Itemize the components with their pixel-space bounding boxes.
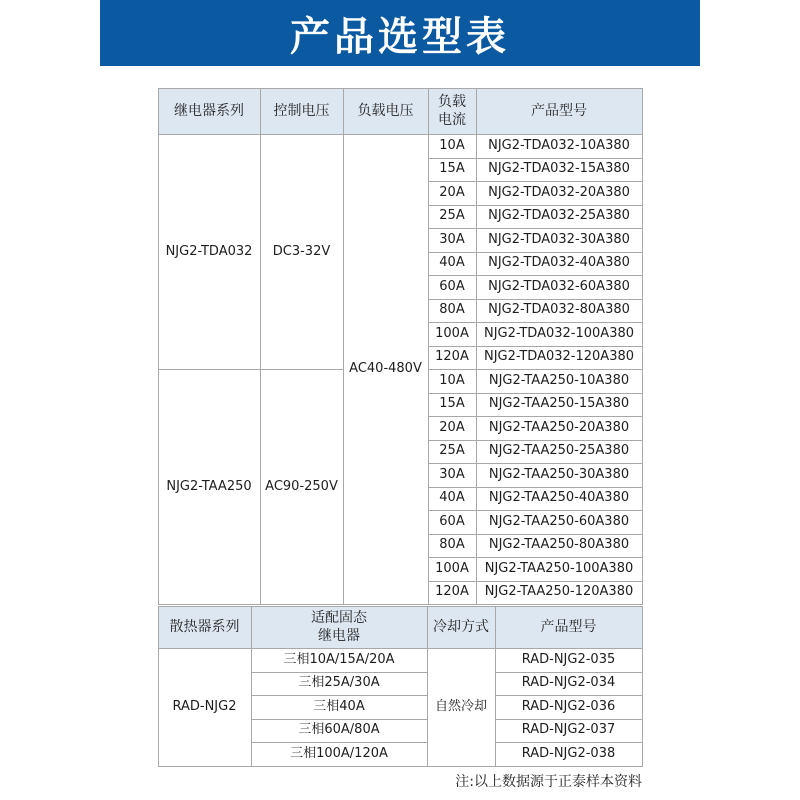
table-grid-line xyxy=(428,440,642,441)
header-heatsink-series: 散热器系列 xyxy=(158,606,251,648)
relay-model-cell: NJG2-TAA250-80A380 xyxy=(476,534,642,558)
table-grid-line xyxy=(158,88,159,604)
table-grid-line xyxy=(495,719,642,720)
table-grid-line xyxy=(428,158,642,159)
table-grid-line xyxy=(428,510,642,511)
table-grid-line xyxy=(158,604,643,605)
table-grid-line xyxy=(428,463,642,464)
table-grid-line xyxy=(495,672,642,673)
header-compatible-relay: 适配固态 继电器 xyxy=(251,606,427,648)
table-grid-line xyxy=(428,205,642,206)
table-grid-line xyxy=(158,88,642,89)
table-grid-line xyxy=(428,275,642,276)
table-grid-line xyxy=(428,557,642,558)
heatsink-model-cell: RAD-NJG2-037 xyxy=(495,719,642,743)
header-cooling-method: 冷却方式 xyxy=(427,606,495,648)
table-grid-line xyxy=(495,695,642,696)
table-grid-line xyxy=(428,322,642,323)
load-current-cell: 15A xyxy=(428,393,476,417)
table-grid-line xyxy=(495,742,642,743)
header-heatsink-model: 产品型号 xyxy=(495,606,642,648)
relay-model-cell: NJG2-TDA032-20A380 xyxy=(476,181,642,205)
load-current-cell: 20A xyxy=(428,181,476,205)
table-grid-line xyxy=(158,766,643,767)
relay-model-cell: NJG2-TDA032-80A380 xyxy=(476,299,642,323)
relay-model-cell: NJG2-TDA032-100A380 xyxy=(476,322,642,346)
title-banner xyxy=(100,0,700,66)
table-grid-line xyxy=(642,88,643,604)
relay-model-cell: NJG2-TAA250-25A380 xyxy=(476,440,642,464)
load-current-cell: 40A xyxy=(428,487,476,511)
relay-model-cell: NJG2-TAA250-60A380 xyxy=(476,510,642,534)
load-current-cell: 100A xyxy=(428,557,476,581)
relay-model-cell: NJG2-TAA250-120A380 xyxy=(476,581,642,605)
load-current-cell: 100A xyxy=(428,322,476,346)
load-current-cell: 40A xyxy=(428,252,476,276)
heatsink-series-cell: RAD-NJG2 xyxy=(158,648,251,766)
control-voltage-cell: DC3-32V xyxy=(260,134,343,369)
relay-model-cell: NJG2-TAA250-40A380 xyxy=(476,487,642,511)
load-current-cell: 80A xyxy=(428,299,476,323)
heatsink-model-cell: RAD-NJG2-035 xyxy=(495,648,642,672)
relay-model-cell: NJG2-TAA250-20A380 xyxy=(476,416,642,440)
relay-model-cell: NJG2-TDA032-60A380 xyxy=(476,275,642,299)
relay-series-cell: NJG2-TDA032 xyxy=(158,134,260,369)
table-grid-line xyxy=(428,252,642,253)
load-voltage-cell: AC40-480V xyxy=(343,134,428,604)
relay-model-cell: NJG2-TAA250-15A380 xyxy=(476,393,642,417)
table-grid-line xyxy=(427,606,428,766)
load-current-cell: 10A xyxy=(428,134,476,158)
table-grid-line xyxy=(428,416,642,417)
header-model: 产品型号 xyxy=(476,88,642,134)
table-grid-line xyxy=(251,719,427,720)
table-grid-line xyxy=(251,742,427,743)
heatsink-model-cell: RAD-NJG2-038 xyxy=(495,742,642,766)
table-grid-line xyxy=(158,369,343,370)
control-voltage-cell: AC90-250V xyxy=(260,369,343,604)
heatsink-model-cell: RAD-NJG2-036 xyxy=(495,695,642,719)
table-grid-line xyxy=(428,369,642,370)
table-grid-line xyxy=(428,393,642,394)
load-current-cell: 120A xyxy=(428,346,476,370)
relay-model-cell: NJG2-TDA032-10A380 xyxy=(476,134,642,158)
load-current-cell: 30A xyxy=(428,228,476,252)
table-grid-line xyxy=(158,606,642,607)
source-footnote: 注:以上数据源于正泰样本资料 xyxy=(455,774,642,790)
relay-model-cell: NJG2-TAA250-30A380 xyxy=(476,463,642,487)
relay-model-cell: NJG2-TAA250-10A380 xyxy=(476,369,642,393)
table-grid-line xyxy=(642,606,643,766)
compatible-relay-cell: 三相60A/80A xyxy=(251,719,427,743)
relay-model-cell: NJG2-TDA032-30A380 xyxy=(476,228,642,252)
table-grid-line xyxy=(428,346,642,347)
table-grid-line xyxy=(260,88,261,604)
table-grid-line xyxy=(158,648,642,649)
load-current-cell: 10A xyxy=(428,369,476,393)
table-grid-line xyxy=(428,228,642,229)
load-current-cell: 25A xyxy=(428,440,476,464)
table-grid-line xyxy=(428,581,642,582)
header-load-voltage: 负载电压 xyxy=(343,88,428,134)
load-current-cell: 25A xyxy=(428,205,476,229)
table-grid-line xyxy=(251,672,427,673)
page-title: 产品选型表 xyxy=(290,13,510,60)
relay-model-cell: NJG2-TAA250-100A380 xyxy=(476,557,642,581)
header-load-current: 负载 电流 xyxy=(428,88,476,134)
table-grid-line xyxy=(428,487,642,488)
relay-series-cell: NJG2-TAA250 xyxy=(158,369,260,604)
compatible-relay-cell: 三相100A/120A xyxy=(251,742,427,766)
load-current-cell: 120A xyxy=(428,581,476,605)
load-current-cell: 60A xyxy=(428,510,476,534)
relay-model-cell: NJG2-TDA032-40A380 xyxy=(476,252,642,276)
compatible-relay-cell: 三相40A xyxy=(251,695,427,719)
table-grid-line xyxy=(428,181,642,182)
table-grid-line xyxy=(251,695,427,696)
heatsink-model-cell: RAD-NJG2-034 xyxy=(495,672,642,696)
load-current-cell: 15A xyxy=(428,158,476,182)
load-current-cell: 80A xyxy=(428,534,476,558)
table-grid-line xyxy=(428,534,642,535)
compatible-relay-cell: 三相10A/15A/20A xyxy=(251,648,427,672)
table-grid-line xyxy=(158,606,159,766)
relay-model-cell: NJG2-TDA032-15A380 xyxy=(476,158,642,182)
header-relay-series: 继电器系列 xyxy=(158,88,260,134)
compatible-relay-cell: 三相25A/30A xyxy=(251,672,427,696)
load-current-cell: 20A xyxy=(428,416,476,440)
cooling-method-cell: 自然冷却 xyxy=(427,648,495,766)
relay-model-cell: NJG2-TDA032-120A380 xyxy=(476,346,642,370)
table-grid-line xyxy=(343,88,344,604)
load-current-cell: 30A xyxy=(428,463,476,487)
relay-model-cell: NJG2-TDA032-25A380 xyxy=(476,205,642,229)
table-grid-line xyxy=(428,299,642,300)
header-control-voltage: 控制电压 xyxy=(260,88,343,134)
table-grid-line xyxy=(158,134,642,135)
load-current-cell: 60A xyxy=(428,275,476,299)
